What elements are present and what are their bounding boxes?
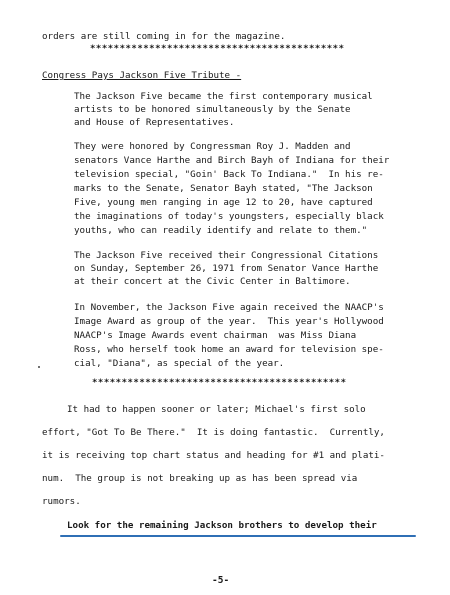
paragraph-line: effort, "Got To Be There." It is doing fantastic. Currently, <box>42 427 385 438</box>
section-heading: Congress Pays Jackson Five Tribute - <box>42 70 242 81</box>
stray-dot-mark <box>38 366 40 368</box>
paragraph-line: It had to happen sooner or later; Michael's first solo <box>67 404 366 415</box>
paragraph-line: NAACP's Image Awards event chairman was Miss Diana <box>74 330 357 341</box>
page-number: -5- <box>212 575 230 586</box>
paragraph-line: the imaginations of today's youngsters, especially black <box>74 211 384 222</box>
paragraph-line: and House of Representatives. <box>74 117 235 128</box>
paragraph-line: television special, "Goin' Back To Indiana." In his re- <box>74 169 384 180</box>
highlight-underline <box>60 535 416 537</box>
paragraph-line: cial, "Diana", as special of the year. <box>74 358 285 369</box>
divider-middle: ******************************************* <box>92 378 347 388</box>
paragraph-line: Image Award as group of the year. This year's Hollywood <box>74 316 384 327</box>
paragraph-line: They were honored by Congressman Roy J. Madden and <box>74 141 351 152</box>
header-line: orders are still coming in for the magazine. <box>42 31 286 42</box>
paragraph-line: rumors. <box>42 496 81 507</box>
divider-top: ******************************************* <box>90 44 345 54</box>
paragraph-line: num. The group is not breaking up as has been spread via <box>42 473 358 484</box>
paragraph-line: artists to be honored simultaneously by the Senate <box>74 104 351 115</box>
paragraph-line: youths, who can readily identify and relate to them." <box>74 225 368 236</box>
paragraph-line: marks to the Senate, Senator Bayh stated, "The Jackson <box>74 183 373 194</box>
paragraph-line: Ross, who herself took home an award for television spe- <box>74 344 384 355</box>
final-line: Look for the remaining Jackson brothers to develop their <box>67 520 377 531</box>
paragraph-line: The Jackson Five received their Congressional Citations <box>74 250 379 261</box>
paragraph-line: The Jackson Five became the first contemporary musical <box>74 91 373 102</box>
paragraph-line: Five, young men ranging in age 12 to 20, have captured <box>74 197 373 208</box>
paragraph-line: senators Vance Harthe and Birch Bayh of Indiana for their <box>74 155 390 166</box>
paragraph-line: In November, the Jackson Five again received the NAACP's <box>74 302 384 313</box>
paragraph-line: at their concert at the Civic Center in Baltimore. <box>74 276 351 287</box>
paragraph-line: it is receiving top chart status and heading for #1 and plati- <box>42 450 385 461</box>
paragraph-line: on Sunday, September 26, 1971 from Senator Vance Harthe <box>74 263 379 274</box>
